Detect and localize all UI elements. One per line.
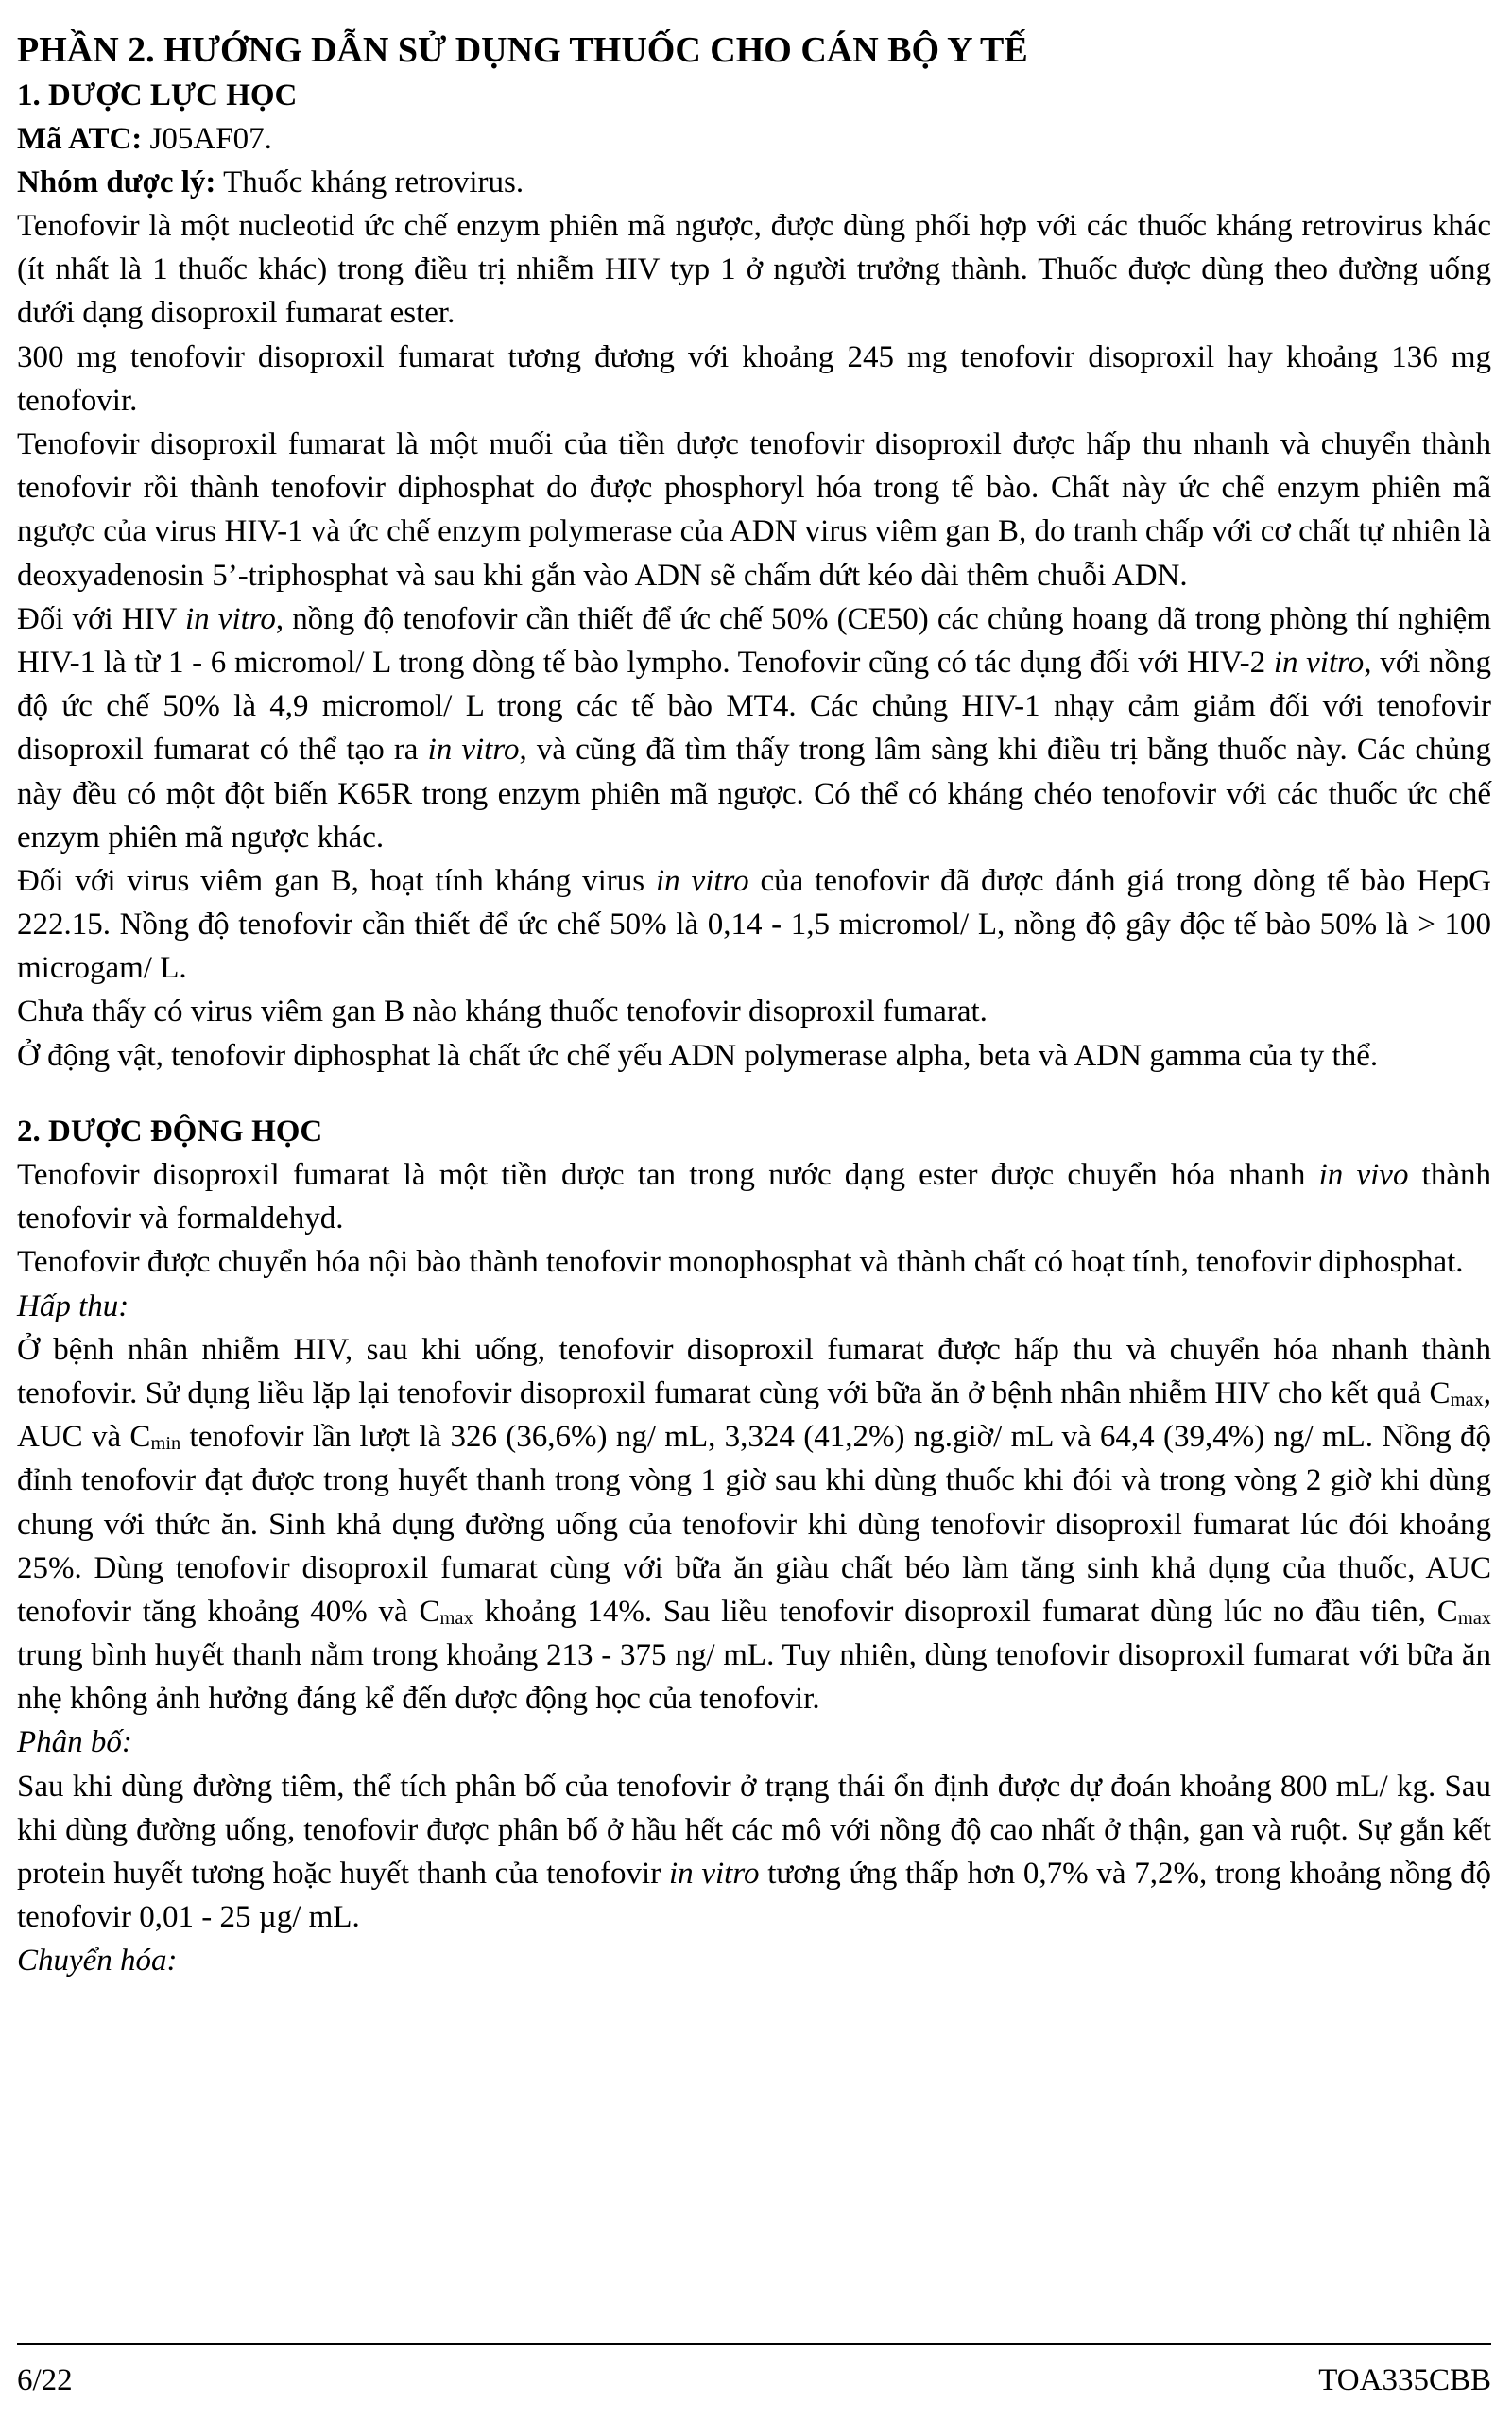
distribution-paragraph [17, 1765, 1491, 1940]
text-run: Tenofovir disoproxil fumarat là một tiền dược tan trong nước dạng ester được chuyển hóa nhanh [17, 1158, 1319, 1192]
text-run: Đối với HIV [17, 601, 186, 636]
paragraph: Tenofovir disoproxil fumarat là một muối của tiền dược tenofovir disoproxil được hấp thu nhanh và chuyển thành tenofovir rồi thành tenofovir diphosphat do được phosphoryl hóa trong tế bào. Chất này ức chế enzym phiên mã ngược của virus HIV-1 và ức chế enzym polymerase của ADN virus viêm gan B, do tranh chấp với cơ chất tự nhiên là deoxyadenosin 5’-triphosphat và sau khi gắn vào ADN sẽ chấm dứt kéo dài thêm chuỗi ADN. [17, 427, 1492, 593]
footer-divider [17, 2343, 1491, 2345]
text-run: , AUC và C [17, 1375, 1491, 1455]
text-run: Ở bệnh nhân nhiễm HIV, sau khi uống, tenofovir disoproxil fumarat được hấp thu và chuyển hóa nhanh thành tenofovir. Sử dụng liều lặp lại tenofovir disoproxil fumarat cùng với bữa ăn ở bệnh nhân nhiễm HIV cho kết quả C [17, 1332, 1491, 1410]
text-run: tenofovir lần lượt là 326 (36,6%) ng/ mL, 3,324 (41,2%) ng.giờ/ mL và 64,4 (39,4%) ng/ mL. Nồng độ đỉnh tenofovir đạt được trong huyết thanh trong vòng 1 giờ sau khi dùng thuốc khi đói và trong vòng 2 giờ khi dùng chung với thức ăn. Sinh khả dụng đường uống của tenofovir khi dùng tenofovir disoproxil fumarat lúc đói khoảng 25%. Dùng tenofovir disoproxil fumarat cùng với bữa ăn giàu chất béo làm tăng sinh khả dụng của thuốc, AUC tenofovir tăng khoảng 40% và C [17, 1420, 1491, 1629]
atc-line [17, 117, 1491, 161]
subheading: Chuyển hóa: [17, 1944, 178, 1979]
paragraph: Chưa thấy có virus viêm gan B nào kháng thuốc tenofovir disoproxil fumarat. [17, 994, 988, 1029]
italic-term: in vitro [1273, 645, 1365, 680]
italic-term: in vitro [668, 1857, 760, 1891]
page-number: 6/22 [17, 2363, 73, 2397]
section-1-title: 1. DƯỢC LỰC HỌC [17, 78, 298, 112]
paragraph: 300 mg tenofovir disoproxil fumarat tương đương với khoảng 245 mg tenofovir disoproxil hay khoảng 136 mg tenofovir. [17, 339, 1491, 418]
text-run: trung bình huyết thanh nằm trong khoảng 213 - 375 ng/ mL. Tuy nhiên, dùng tenofovir disoproxil fumarat với bữa ăn nhẹ không ảnh hưởng đáng kể đến dược động học của tenofovir. [17, 1638, 1491, 1717]
drug-group-line [17, 161, 1491, 204]
paragraph [17, 1153, 1491, 1240]
subscript: max [1457, 1607, 1491, 1629]
absorption-paragraph [17, 1328, 1491, 1721]
drug-group-label: Nhóm dược lý: [17, 164, 216, 199]
subheading: Phân bố: [17, 1725, 132, 1760]
subscript: min [150, 1433, 181, 1455]
subscript: max [1450, 1390, 1484, 1410]
text-run: , nồng độ tenofovir cần thiết để ức chế 50% (CE50) các chủng hoang dã trong phòng thí nghiệm HIV-1 là từ 1 - 6 micromol/ L trong dòng tế bào lympho. Tenofovir cũng có tác dụng đối với HIV-2 [17, 601, 1491, 680]
section-2-title: 2. DƯỢC ĐỘNG HỌC [17, 1114, 323, 1149]
italic-term: in vitro [427, 733, 520, 768]
subheading: Hấp thu: [17, 1288, 129, 1323]
section-gap [17, 1078, 1491, 1110]
text-run: của tenofovir đã được đánh giá trong dòng tế bào HepG 222.15. Nồng độ tenofovir cần thiết để ức chế 50% là 0,14 - 1,5 micromol/ L, nồng độ gây độc tế bào 50% là > 100 microgam/ L. [17, 863, 1491, 986]
italic-term: in vivo [1318, 1158, 1409, 1192]
text-run: , và cũng đã tìm thấy trong lâm sàng khi điều trị bằng thuốc này. Các chủng này đều có một đột biến K65R trong enzym phiên mã ngược. Có thể có kháng chéo tenofovir với các thuốc ức chế enzym phiên mã ngược khác. [17, 733, 1491, 855]
document-code: TOA335CBB [1318, 2363, 1491, 2397]
text-run: tương ứng thấp hơn 0,7% và 7,2%, trong khoảng nồng độ tenofovir 0,01 - 25 µg/ mL. [17, 1857, 1491, 1935]
text-run: khoảng 14%. Sau liều tenofovir disoproxil fumarat dùng lúc no đầu tiên, C [472, 1594, 1458, 1629]
paragraph: Tenofovir là một nucleotid ức chế enzym phiên mã ngược, được dùng phối hợp với các thuốc kháng retrovirus khác (ít nhất là 1 thuốc khác) trong điều trị nhiễm HIV typ 1 ở người trưởng thành. Thuốc được dùng theo đường uống dưới dạng disoproxil fumarat ester. [17, 209, 1491, 331]
text-run: Sau khi dùng đường tiêm, thể tích phân bố của tenofovir ở trạng thái ổn định được dự đoán khoảng 800 mL/ kg. Sau khi dùng đường uống, tenofovir được phân bố ở hầu hết các mô với nồng độ cao nhất ở thận, gan và ruột. Sự gắn kết protein huyết tương hoặc huyết thanh của tenofovir [17, 1769, 1491, 1891]
text-run: , với nồng độ ức chế 50% là 4,9 micromol/ L trong các tế bào MT4. Các chủng HIV-1 nhạy cảm giảm đối với tenofovir disoproxil fumarat có thể tạo ra [17, 645, 1491, 768]
document-page [17, 28, 1491, 1983]
atc-label: Mã ATC: [17, 121, 143, 156]
metabolism-heading [17, 1939, 1491, 1982]
atc-value: J05AF07. [142, 121, 272, 156]
part-title: PHẦN 2. HƯỚNG DẪN SỬ DỤNG THUỐC CHO CÁN BỘ Y TẾ [17, 30, 1028, 70]
italic-term: in vitro [185, 601, 276, 636]
absorption-heading [17, 1285, 1491, 1328]
paragraph [17, 597, 1491, 859]
paragraph: Tenofovir được chuyển hóa nội bào thành tenofovir monophosphat và thành chất có hoạt tính, tenofovir diphosphat. [17, 1245, 1464, 1280]
distribution-heading [17, 1720, 1491, 1764]
text-run: Đối với virus viêm gan B, hoạt tính kháng virus [17, 863, 657, 898]
page-footer [17, 2363, 1491, 2398]
text-run: thành tenofovir và formaldehyd. [17, 1158, 1491, 1236]
italic-term: in vitro [656, 863, 749, 898]
paragraph: Ở động vật, tenofovir diphosphat là chất ức chế yếu ADN polymerase alpha, beta và ADN gamma của ty thể. [17, 1038, 1379, 1073]
drug-group-value: Thuốc kháng retrovirus. [215, 164, 524, 199]
subscript: max [439, 1607, 473, 1629]
paragraph [17, 859, 1491, 991]
